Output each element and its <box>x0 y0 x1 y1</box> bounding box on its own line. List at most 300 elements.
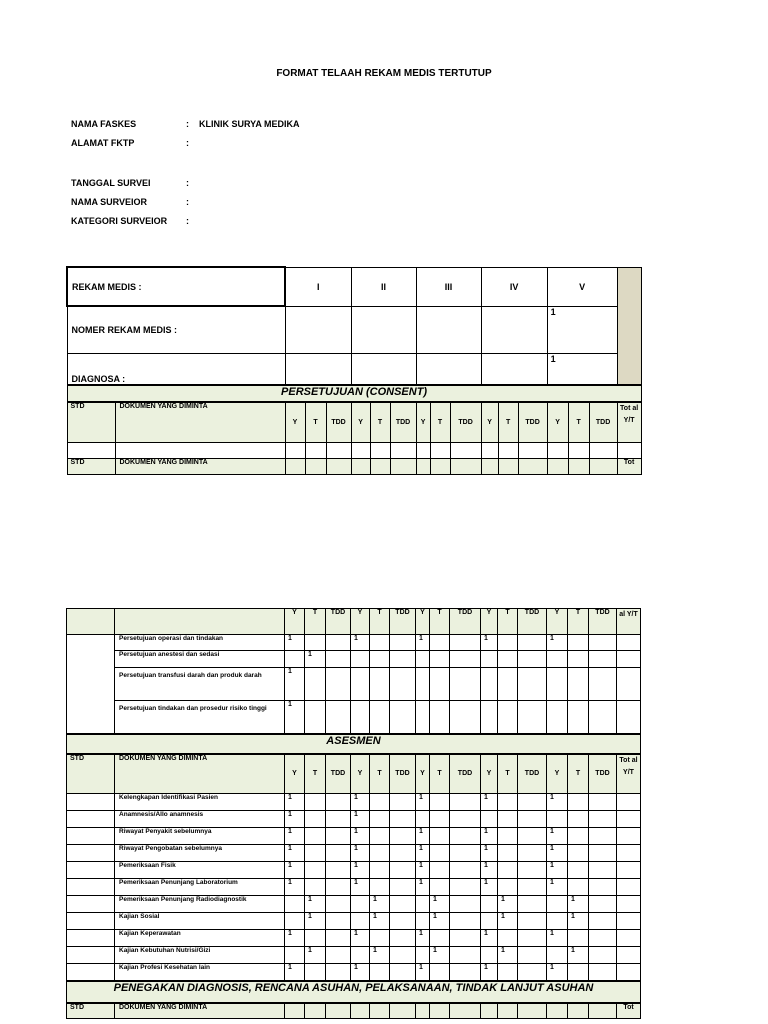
mark-cell[interactable]: 1 <box>416 862 430 879</box>
mark-cell[interactable] <box>370 862 390 879</box>
sub-y: Y <box>547 609 568 635</box>
mark-cell[interactable] <box>370 811 390 828</box>
mark-cell[interactable] <box>547 651 568 668</box>
mark-cell[interactable] <box>390 845 416 862</box>
sub-y: Y <box>285 754 305 794</box>
diagnosa-cell-iii[interactable] <box>416 353 481 385</box>
mark-cell[interactable] <box>568 845 589 862</box>
mark-cell[interactable] <box>498 651 518 668</box>
mark-cell[interactable]: 1 <box>481 794 498 811</box>
diagnosa-cell-ii[interactable] <box>351 353 416 385</box>
mark-cell[interactable]: 1 <box>351 828 370 845</box>
total-cell[interactable] <box>617 794 641 811</box>
mark-cell[interactable]: 1 <box>285 964 305 981</box>
mark-cell[interactable] <box>518 668 547 701</box>
mark-cell[interactable] <box>370 794 390 811</box>
mark-cell[interactable] <box>285 913 305 930</box>
sub-t: T <box>498 754 518 794</box>
mark-cell[interactable]: 1 <box>430 913 450 930</box>
nomer-cell-i[interactable] <box>285 306 351 353</box>
total-cell[interactable] <box>617 651 641 668</box>
mark-cell[interactable] <box>498 845 518 862</box>
mark-cell[interactable] <box>370 845 390 862</box>
mark-cell[interactable] <box>326 811 351 828</box>
mark-cell[interactable] <box>326 862 351 879</box>
diagnosa-cell-i[interactable] <box>285 353 351 385</box>
dokumen-header: DOKUMEN YANG DIMINTA <box>115 1003 285 1019</box>
mark-cell[interactable] <box>390 862 416 879</box>
mark-cell[interactable]: 1 <box>498 947 518 964</box>
mark-cell[interactable]: 1 <box>498 896 518 913</box>
total-column-shade <box>617 267 641 385</box>
mark-cell[interactable] <box>390 794 416 811</box>
mark-cell[interactable]: 1 <box>305 896 326 913</box>
total-cell[interactable] <box>617 845 641 862</box>
nomer-cell-iii[interactable] <box>416 306 481 353</box>
mark-cell[interactable] <box>518 913 547 930</box>
mark-cell[interactable] <box>326 964 351 981</box>
diagnosa-label: DIAGNOSA : <box>67 353 285 385</box>
sub-t: T <box>430 402 450 442</box>
mark-cell[interactable]: 1 <box>416 879 430 896</box>
mark-cell[interactable] <box>568 635 589 651</box>
mark-cell[interactable]: 1 <box>285 811 305 828</box>
mark-cell[interactable] <box>305 701 326 734</box>
nomer-cell-iv[interactable] <box>481 306 547 353</box>
mark-cell[interactable] <box>589 828 617 845</box>
total-cell[interactable] <box>617 635 641 651</box>
mark-cell[interactable] <box>518 896 547 913</box>
mark-cell[interactable]: 1 <box>547 845 568 862</box>
sub-y: Y <box>416 402 430 442</box>
mark-cell[interactable] <box>518 964 547 981</box>
mark-cell[interactable] <box>481 896 498 913</box>
mark-cell[interactable] <box>589 964 617 981</box>
mark-cell[interactable]: 1 <box>351 845 370 862</box>
mark-cell[interactable] <box>326 668 351 701</box>
mark-cell[interactable] <box>326 879 351 896</box>
asesmen-item-label: Kajian Profesi Kesehatan lain <box>115 964 285 981</box>
mark-cell[interactable] <box>430 811 450 828</box>
total-cell[interactable] <box>617 930 641 947</box>
col-roman-iii: III <box>416 267 481 306</box>
nomer-cell-ii[interactable] <box>351 306 416 353</box>
mark-cell[interactable] <box>518 811 547 828</box>
mark-cell[interactable] <box>390 964 416 981</box>
mark-cell[interactable] <box>390 896 416 913</box>
mark-cell[interactable] <box>351 668 370 701</box>
mark-cell[interactable] <box>481 701 498 734</box>
mark-cell[interactable] <box>589 668 617 701</box>
mark-cell[interactable] <box>450 811 481 828</box>
std-cell <box>67 879 115 896</box>
mark-cell[interactable] <box>326 947 351 964</box>
asesmen-item-label: Anamnesis/Allo anamnesis <box>115 811 285 828</box>
asesmen-item-label: Pemeriksaan Fisik <box>115 862 285 879</box>
mark-cell[interactable]: 1 <box>285 879 305 896</box>
sub-tdd: TDD <box>589 402 617 442</box>
total-cell[interactable] <box>617 879 641 896</box>
total-header: Tot al Y/T <box>617 754 641 794</box>
mark-cell[interactable] <box>390 668 416 701</box>
table-row <box>67 913 641 930</box>
mark-cell[interactable] <box>450 845 481 862</box>
mark-cell[interactable] <box>370 668 390 701</box>
mark-cell[interactable] <box>589 913 617 930</box>
mark-cell[interactable] <box>416 896 430 913</box>
mark-cell[interactable] <box>589 811 617 828</box>
mark-cell[interactable]: 1 <box>416 845 430 862</box>
mark-cell[interactable] <box>370 828 390 845</box>
mark-cell[interactable] <box>450 896 481 913</box>
mark-cell[interactable] <box>568 828 589 845</box>
mark-cell[interactable]: 1 <box>305 913 326 930</box>
mark-cell[interactable]: 1 <box>305 947 326 964</box>
mark-cell[interactable] <box>589 930 617 947</box>
mark-cell[interactable]: 1 <box>568 896 589 913</box>
mark-cell[interactable] <box>547 701 568 734</box>
mark-cell[interactable] <box>481 651 498 668</box>
mark-cell[interactable] <box>498 828 518 845</box>
mark-cell[interactable] <box>498 964 518 981</box>
mark-cell[interactable] <box>326 913 351 930</box>
mark-cell[interactable] <box>305 794 326 811</box>
mark-cell[interactable] <box>430 701 450 734</box>
mark-cell[interactable] <box>416 947 430 964</box>
mark-cell[interactable]: 1 <box>430 947 450 964</box>
mark-cell[interactable] <box>481 913 498 930</box>
mark-cell[interactable] <box>498 930 518 947</box>
table-row <box>67 668 641 701</box>
mark-cell[interactable] <box>326 930 351 947</box>
mark-cell[interactable] <box>390 913 416 930</box>
mark-cell[interactable]: 1 <box>481 862 498 879</box>
sub-t: T <box>370 402 390 442</box>
mark-cell[interactable] <box>430 845 450 862</box>
mark-cell[interactable] <box>518 794 547 811</box>
mark-cell[interactable] <box>326 651 351 668</box>
mark-cell[interactable] <box>305 635 326 651</box>
info-label: TANGGAL SURVEI <box>71 178 151 188</box>
mark-cell[interactable] <box>370 635 390 651</box>
sub-y: Y <box>351 402 370 442</box>
mark-cell[interactable]: 1 <box>481 845 498 862</box>
mark-cell[interactable]: 1 <box>416 964 430 981</box>
mark-cell[interactable] <box>547 896 568 913</box>
mark-cell[interactable] <box>430 862 450 879</box>
mark-cell[interactable] <box>305 964 326 981</box>
diagnosa-cell-iv[interactable] <box>481 353 547 385</box>
mark-cell[interactable]: 1 <box>481 964 498 981</box>
mark-cell[interactable]: 1 <box>285 930 305 947</box>
mark-cell[interactable] <box>589 947 617 964</box>
mark-cell[interactable] <box>430 635 450 651</box>
mark-cell[interactable] <box>370 879 390 896</box>
info-sep: : <box>186 119 189 129</box>
mark-cell[interactable] <box>390 811 416 828</box>
mark-cell[interactable] <box>498 701 518 734</box>
info-sep: : <box>186 178 189 188</box>
table-row <box>67 635 641 651</box>
mark-cell[interactable] <box>305 862 326 879</box>
mark-cell[interactable] <box>351 913 370 930</box>
mark-cell[interactable] <box>370 930 390 947</box>
sub-y: Y <box>351 754 370 794</box>
mark-cell[interactable] <box>351 651 370 668</box>
mark-cell[interactable] <box>547 668 568 701</box>
asesmen-item-label: Kajian Keperawatan <box>115 930 285 947</box>
mark-cell[interactable]: 1 <box>370 896 390 913</box>
mark-cell[interactable]: 1 <box>285 794 305 811</box>
sub-y: Y <box>547 754 568 794</box>
mark-cell[interactable] <box>416 651 430 668</box>
mark-cell[interactable] <box>518 862 547 879</box>
mark-cell[interactable]: 1 <box>416 794 430 811</box>
total-cell[interactable] <box>617 896 641 913</box>
mark-cell[interactable] <box>305 811 326 828</box>
mark-cell[interactable] <box>547 913 568 930</box>
sub-t: T <box>305 402 326 442</box>
mark-cell[interactable]: 1 <box>547 879 568 896</box>
mark-cell[interactable] <box>285 947 305 964</box>
mark-cell[interactable] <box>450 930 481 947</box>
sub-t: T <box>430 754 450 794</box>
mark-cell[interactable] <box>498 862 518 879</box>
mark-cell[interactable] <box>390 701 416 734</box>
dokumen-header: DOKUMEN YANG DIMINTA <box>115 754 285 794</box>
mark-cell[interactable]: 1 <box>498 913 518 930</box>
mark-cell[interactable] <box>305 668 326 701</box>
consent-item-label: Persetujuan tindakan dan prosedur risiko tinggi <box>115 701 285 734</box>
nomer-cell-v[interactable]: 1 <box>547 306 617 353</box>
mark-cell[interactable]: 1 <box>547 635 568 651</box>
mark-cell[interactable]: 1 <box>370 913 390 930</box>
col-roman-iv: IV <box>481 267 547 306</box>
mark-cell[interactable] <box>450 862 481 879</box>
mark-cell[interactable] <box>285 651 305 668</box>
mark-cell[interactable] <box>568 794 589 811</box>
mark-cell[interactable]: 1 <box>370 947 390 964</box>
mark-cell[interactable] <box>568 651 589 668</box>
sub-t: T <box>370 754 390 794</box>
mark-cell[interactable]: 1 <box>481 635 498 651</box>
diagnosa-cell-v[interactable]: 1 <box>547 353 617 385</box>
mark-cell[interactable] <box>326 896 351 913</box>
info-row-tanggal <box>71 178 199 188</box>
mark-cell[interactable] <box>305 845 326 862</box>
mark-cell[interactable] <box>390 947 416 964</box>
mark-cell[interactable] <box>568 701 589 734</box>
mark-cell[interactable] <box>568 879 589 896</box>
mark-cell[interactable] <box>568 964 589 981</box>
mark-cell[interactable]: 1 <box>568 947 589 964</box>
mark-cell[interactable] <box>518 635 547 651</box>
mark-cell[interactable] <box>326 845 351 862</box>
mark-cell[interactable]: 1 <box>568 913 589 930</box>
mark-cell[interactable]: 1 <box>351 811 370 828</box>
mark-cell[interactable] <box>390 930 416 947</box>
mark-cell[interactable] <box>416 668 430 701</box>
mark-cell[interactable] <box>416 701 430 734</box>
mark-cell[interactable] <box>498 811 518 828</box>
sub-tdd: TDD <box>326 609 351 635</box>
mark-cell[interactable] <box>351 896 370 913</box>
mark-cell[interactable] <box>430 794 450 811</box>
mark-cell[interactable] <box>547 811 568 828</box>
mark-cell[interactable]: 1 <box>285 668 305 701</box>
sub-tdd: TDD <box>390 754 416 794</box>
mark-cell[interactable]: 1 <box>481 879 498 896</box>
mark-cell[interactable] <box>498 794 518 811</box>
mark-cell[interactable] <box>589 635 617 651</box>
total-cell[interactable] <box>617 947 641 964</box>
mark-cell[interactable]: 1 <box>547 930 568 947</box>
mark-cell[interactable]: 1 <box>547 862 568 879</box>
mark-cell[interactable] <box>390 879 416 896</box>
mark-cell[interactable]: 1 <box>305 651 326 668</box>
mark-cell[interactable] <box>547 947 568 964</box>
mark-cell[interactable] <box>450 947 481 964</box>
std-cell <box>67 964 115 981</box>
mark-cell[interactable]: 1 <box>430 896 450 913</box>
total-header: Tot al Y/T <box>617 402 641 442</box>
mark-cell[interactable]: 1 <box>547 964 568 981</box>
mark-cell[interactable] <box>481 811 498 828</box>
mark-cell[interactable] <box>430 828 450 845</box>
mark-cell[interactable] <box>305 828 326 845</box>
mark-cell[interactable] <box>568 668 589 701</box>
total-cell[interactable] <box>617 862 641 879</box>
mark-cell[interactable] <box>518 701 547 734</box>
mark-cell[interactable] <box>589 896 617 913</box>
mark-cell[interactable] <box>450 651 481 668</box>
mark-cell[interactable]: 1 <box>416 828 430 845</box>
mark-cell[interactable]: 1 <box>351 862 370 879</box>
mark-cell[interactable] <box>518 947 547 964</box>
table-row <box>67 651 641 668</box>
mark-cell[interactable] <box>518 828 547 845</box>
mark-cell[interactable] <box>450 701 481 734</box>
std-header: STD <box>67 402 115 442</box>
mark-cell[interactable] <box>589 794 617 811</box>
mark-cell[interactable]: 1 <box>351 879 370 896</box>
mark-cell[interactable] <box>481 668 498 701</box>
mark-cell[interactable] <box>589 701 617 734</box>
mark-cell[interactable] <box>390 828 416 845</box>
mark-cell[interactable]: 1 <box>285 701 305 734</box>
mark-cell[interactable] <box>430 879 450 896</box>
mark-cell[interactable]: 1 <box>285 845 305 862</box>
mark-cell[interactable]: 1 <box>285 828 305 845</box>
mark-cell[interactable]: 1 <box>351 964 370 981</box>
mark-cell[interactable] <box>305 879 326 896</box>
info-sep: : <box>186 138 189 148</box>
mark-cell[interactable] <box>518 930 547 947</box>
mark-cell[interactable] <box>370 651 390 668</box>
mark-cell[interactable] <box>568 811 589 828</box>
mark-cell[interactable]: 1 <box>416 930 430 947</box>
mark-cell[interactable] <box>430 930 450 947</box>
mark-cell[interactable] <box>498 668 518 701</box>
mark-cell[interactable] <box>430 964 450 981</box>
mark-cell[interactable]: 1 <box>547 828 568 845</box>
mark-cell[interactable] <box>430 668 450 701</box>
mark-cell[interactable] <box>589 879 617 896</box>
mark-cell[interactable] <box>589 845 617 862</box>
mark-cell[interactable] <box>326 701 351 734</box>
table-row <box>67 879 641 896</box>
sub-t: T <box>498 609 518 635</box>
mark-cell[interactable] <box>450 913 481 930</box>
mark-cell[interactable] <box>568 862 589 879</box>
total-cell[interactable] <box>617 828 641 845</box>
mark-cell[interactable] <box>481 947 498 964</box>
mark-cell[interactable]: 1 <box>481 828 498 845</box>
mark-cell[interactable]: 1 <box>351 794 370 811</box>
total-cell[interactable] <box>617 811 641 828</box>
dokumen-header: DOKUMEN YANG DIMINTA <box>115 458 285 474</box>
mark-cell[interactable] <box>416 913 430 930</box>
mark-cell[interactable] <box>498 635 518 651</box>
mark-cell[interactable] <box>450 794 481 811</box>
mark-cell[interactable]: 1 <box>547 794 568 811</box>
mark-cell[interactable] <box>390 651 416 668</box>
mark-cell[interactable] <box>370 964 390 981</box>
sub-tdd: TDD <box>326 402 351 442</box>
mark-cell[interactable] <box>589 862 617 879</box>
mark-cell[interactable] <box>518 845 547 862</box>
mark-cell[interactable] <box>416 811 430 828</box>
total-cell[interactable] <box>617 701 641 734</box>
std-cell <box>67 794 115 811</box>
mark-cell[interactable] <box>285 896 305 913</box>
page-title: FORMAT TELAAH REKAM MEDIS TERTUTUP <box>276 68 492 79</box>
mark-cell[interactable] <box>450 879 481 896</box>
mark-cell[interactable]: 1 <box>351 635 370 651</box>
mark-cell[interactable] <box>370 701 390 734</box>
mark-cell[interactable] <box>326 828 351 845</box>
mark-cell[interactable] <box>450 635 481 651</box>
table-row <box>67 896 641 913</box>
mark-cell[interactable]: 1 <box>351 930 370 947</box>
mark-cell[interactable] <box>589 651 617 668</box>
asesmen-item-label: Riwayat Penyakit sebelumnya <box>115 828 285 845</box>
mark-cell[interactable] <box>450 828 481 845</box>
mark-cell[interactable] <box>450 964 481 981</box>
mark-cell[interactable] <box>305 930 326 947</box>
mark-cell[interactable]: 1 <box>285 635 305 651</box>
mark-cell[interactable] <box>450 668 481 701</box>
mark-cell[interactable]: 1 <box>481 930 498 947</box>
mark-cell[interactable] <box>568 930 589 947</box>
mark-cell[interactable] <box>498 879 518 896</box>
info-row-surveior <box>71 197 199 207</box>
mark-cell[interactable] <box>430 651 450 668</box>
total-cell[interactable] <box>617 964 641 981</box>
mark-cell[interactable] <box>351 701 370 734</box>
mark-cell[interactable] <box>518 651 547 668</box>
mark-cell[interactable] <box>518 879 547 896</box>
total-cell[interactable] <box>617 668 641 701</box>
mark-cell[interactable] <box>326 794 351 811</box>
total-cell[interactable] <box>617 913 641 930</box>
mark-cell[interactable]: 1 <box>416 635 430 651</box>
mark-cell[interactable] <box>390 635 416 651</box>
mark-cell[interactable] <box>351 947 370 964</box>
mark-cell[interactable] <box>326 635 351 651</box>
mark-cell[interactable]: 1 <box>285 862 305 879</box>
section-asesmen: ASESMEN <box>67 734 641 754</box>
